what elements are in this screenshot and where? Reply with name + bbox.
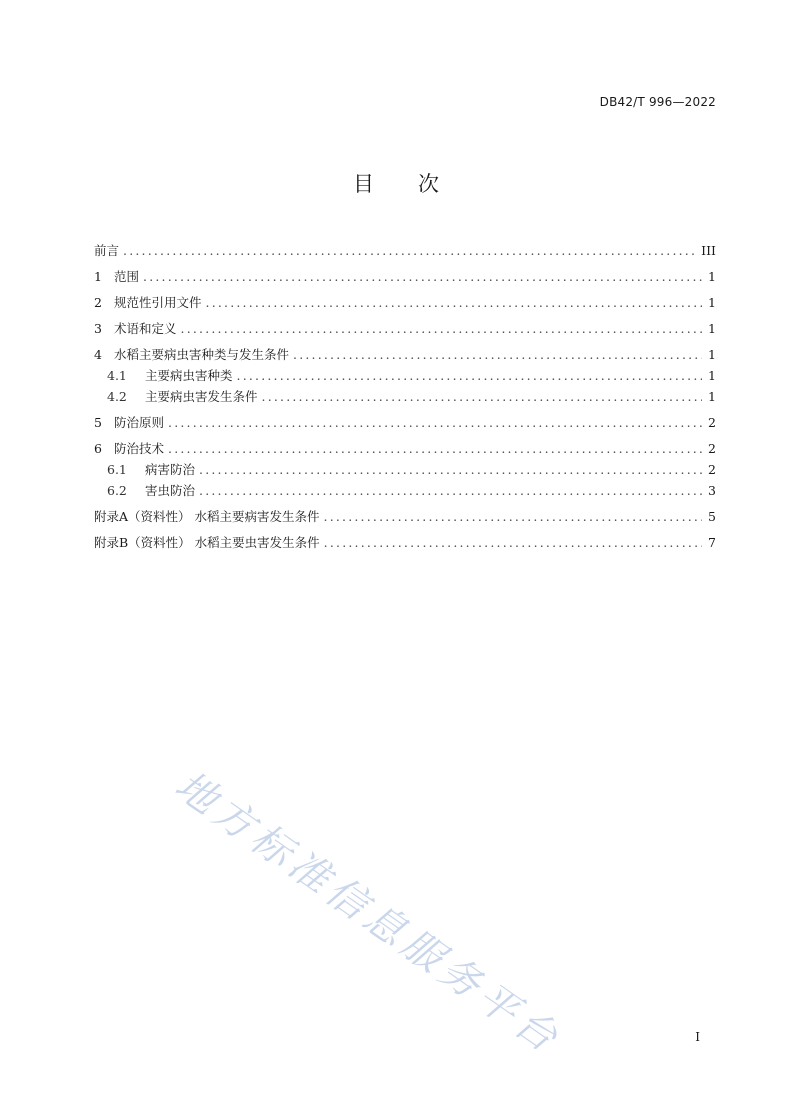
toc-entry[interactable] bbox=[94, 438, 716, 459]
toc-entry-label: 害虫防治 bbox=[145, 483, 196, 498]
toc-entry-label: 主要病虫害种类 bbox=[145, 368, 233, 383]
toc-entry[interactable] bbox=[94, 292, 716, 313]
toc-entry-page: 1 bbox=[708, 368, 716, 383]
toc-entry[interactable] bbox=[94, 506, 716, 527]
toc-entry-page: 3 bbox=[708, 483, 716, 498]
toc-entry-label: 水稻主要病虫害种类与发生条件 bbox=[114, 347, 290, 362]
toc-entry-page: 5 bbox=[708, 509, 716, 524]
toc-entry-label: 主要病虫害发生条件 bbox=[145, 389, 258, 404]
toc-leader-dots bbox=[293, 344, 702, 365]
page-title: 目次 bbox=[353, 172, 483, 196]
toc-leader-dots bbox=[324, 506, 702, 527]
toc-leader-dots bbox=[199, 480, 702, 501]
toc-entry[interactable] bbox=[94, 386, 716, 407]
document-code: DB42/T 996—2022 bbox=[599, 95, 716, 109]
toc-entry-number: 5 bbox=[94, 415, 102, 430]
toc-leader-dots bbox=[168, 438, 702, 459]
toc-entry-page: 2 bbox=[708, 462, 716, 477]
toc-entry-label: 病害防治 bbox=[145, 462, 196, 477]
toc-entry-number: 6.2 bbox=[107, 483, 127, 498]
watermark-text: 地方标准信息服务平台 bbox=[166, 762, 570, 1064]
toc-leader-dots bbox=[143, 266, 702, 287]
toc-entry[interactable] bbox=[94, 266, 716, 287]
toc-leader-dots bbox=[199, 459, 702, 480]
toc-entry-label: 附录B（资料性） 水稻主要虫害发生条件 bbox=[94, 535, 320, 550]
toc-entry-number: 4 bbox=[94, 347, 102, 362]
toc-entry-label: 前言 bbox=[94, 243, 120, 258]
toc-entry[interactable] bbox=[94, 480, 716, 501]
toc-entry[interactable] bbox=[94, 365, 716, 386]
toc-entry-label: 术语和定义 bbox=[114, 321, 177, 336]
footer-page-number: I bbox=[695, 1030, 700, 1044]
toc-entry-label: 防治技术 bbox=[114, 441, 165, 456]
toc-entry[interactable] bbox=[94, 459, 716, 480]
table-of-contents bbox=[94, 240, 716, 553]
toc-leader-dots bbox=[262, 386, 702, 407]
toc-entry-number: 4.1 bbox=[107, 368, 127, 383]
toc-entry-number: 3 bbox=[94, 321, 102, 336]
toc-entry[interactable] bbox=[94, 532, 716, 553]
toc-leader-dots bbox=[324, 532, 702, 553]
toc-leader-dots bbox=[168, 412, 702, 433]
toc-entry-number: 1 bbox=[94, 269, 102, 284]
toc-entry[interactable] bbox=[94, 240, 716, 261]
toc-entry[interactable] bbox=[94, 344, 716, 365]
toc-entry-label: 防治原则 bbox=[114, 415, 165, 430]
toc-entry-page: 2 bbox=[708, 441, 716, 456]
toc-entry-number: 6 bbox=[94, 441, 102, 456]
toc-leader-dots bbox=[123, 240, 697, 261]
toc-entry-page: 1 bbox=[708, 295, 716, 310]
toc-entry-page: III bbox=[701, 243, 716, 258]
toc-entry-page: 2 bbox=[708, 415, 716, 430]
toc-leader-dots bbox=[181, 318, 702, 339]
toc-entry[interactable] bbox=[94, 318, 716, 339]
toc-entry-number: 6.1 bbox=[107, 462, 127, 477]
toc-entry-number: 4.2 bbox=[107, 389, 127, 404]
toc-entry-page: 7 bbox=[708, 535, 716, 550]
toc-leader-dots bbox=[237, 365, 702, 386]
toc-entry-label: 范围 bbox=[114, 269, 140, 284]
toc-entry-number: 2 bbox=[94, 295, 102, 310]
toc-leader-dots bbox=[206, 292, 702, 313]
toc-entry-page: 1 bbox=[708, 347, 716, 362]
toc-entry-page: 1 bbox=[708, 321, 716, 336]
toc-entry[interactable] bbox=[94, 412, 716, 433]
toc-entry-label: 附录A（资料性） 水稻主要病害发生条件 bbox=[94, 509, 320, 524]
toc-entry-label: 规范性引用文件 bbox=[114, 295, 202, 310]
toc-entry-page: 1 bbox=[708, 389, 716, 404]
toc-entry-page: 1 bbox=[708, 269, 716, 284]
